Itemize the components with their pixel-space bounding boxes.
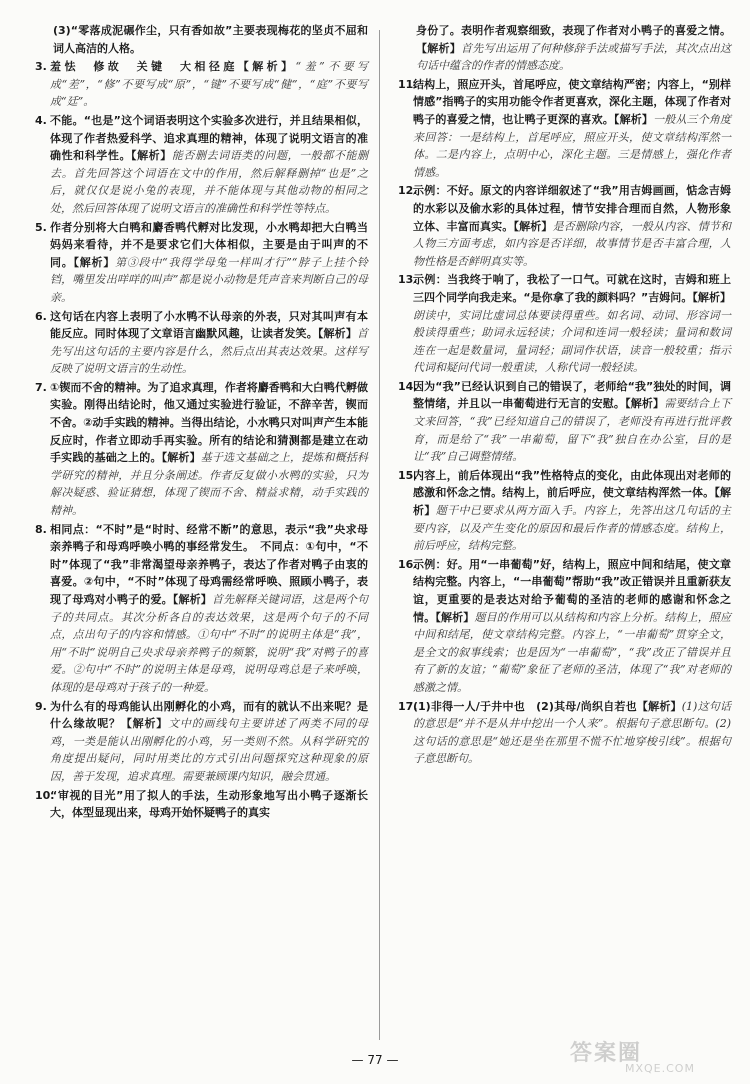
answer-item [35,698,368,786]
analysis-text: 首先解释关键词语，这是两个句子的共同点。其次分析各自的表达效果，这是两个句子的不同点，点出句子的内容和情感。①句中“不时”的说明主体是“我”，用“不时”说明自己央求母亲养鸭子的频繁，说明“我”对鸭子的喜爱。②句中“不时”的说明主体是母鸡，说明母鸡总是子来呼唤，体现的是母鸡对于孩子的一种爱。 [50,593,369,694]
answer-item [35,58,368,111]
page-number: — 77 — [351,1053,399,1067]
item-number: 4. [35,113,47,127]
answer-text: 为什么有的母鸡能认出刚孵化的小鸡，而有的就认不出来呢？是什么缘故呢？ [50,699,368,731]
analysis-tag: 【解析】 [413,486,732,518]
answer-item [398,22,731,75]
answer-item [35,379,368,520]
item-number: 5. [35,220,47,234]
analysis-tag: 【解析】 [625,397,665,411]
answer-text: (1)非得一人/于井中也 (2)其母/尚织自若也 [413,699,637,713]
answer-text: 示例：好。用“一串葡萄”好，结构上，照应中间和结尾，使文章结构完整。内容上，“一串葡萄”帮助“我”改正错误并且重新获友谊，更重要的是表达对给予葡萄的圣洁的老师的感谢和怀念之情。 [413,557,731,624]
answer-item [35,308,368,378]
item-number: 17. [398,699,418,713]
answer-text: (3)“零落成泥碾作尘，只有香如故”主要表现梅花的坚贞不屈和词人高洁的人格。 [53,24,368,55]
item-number: 12. [398,184,418,198]
column-divider [379,30,380,1040]
right-column [398,22,731,769]
answer-item [398,378,731,466]
answer-text: 羞怯 修故 关键 大相径庭 [50,60,238,74]
analysis-tag: 【解析】 [161,451,201,465]
answer-text: 相同点：“不时”是“时时、经常不断”的意思，表示“我”央求母亲养鸭子和母鸡呼唤小鸭的事经常发生。 不同点：①句中，“不时”体现了“我”非常渴望母亲养鸭子，表达了作者对鸭子由衷的喜爱。②句中，“不时”体现了母鸡需经常呼唤、照顾小鸭子，表现了母鸡对小鸭子的爱。 [50,522,368,606]
answer-text: 结构上，照应开头，首尾呼应，使文章结构严密；内容上，“别样情感”指鸭子的实用功能令作者更喜欢，深化主题，体现了作者对鸭子的喜爱之情，也让鸭子更深的喜欢。 [413,77,731,126]
item-number: 11. [398,77,418,91]
answer-item [398,76,731,182]
analysis-text: 朗读中，实词比虚词总体要读得重些。如名词、动词、形容词一般读得重些；助词永远轻读；介词和连词一般轻读；量词和数词连在一起是数量词，量词轻；副词作状语，读音一般较重；指示代词和疑问代词一般重读，人称代词一般轻读。 [413,308,731,375]
answer-text: 不能。“也是”这个词语表明这个实验多次进行，并且结果相似，体现了作者热爱科学、追求真理的精神，体现了说明文语言的准确性和科学性。 [50,113,368,163]
item-number: 16. [398,557,418,571]
answer-text: 身份了。表明作者观察细致，表现了作者对小鸭子的喜爱之情。 [416,24,731,37]
analysis-tag: 【解析】 [692,290,731,304]
answer-text: 示例：不好。原文的内容详细叙述了“我”用吉姆画画，惦念吉姆的水彩以及偷水彩的具体过程，情节安排合理而自然，人物形象立体、丰富而真实。 [413,184,731,233]
answer-item [35,787,368,822]
analysis-tag: 【解析】 [513,219,553,233]
item-number: 8. [35,522,47,536]
item-number: 15. [398,468,418,482]
watermark-logo [570,1040,745,1078]
analysis-tag: 【解析】 [317,327,358,341]
analysis-tag: 【解析】 [131,149,172,163]
watermark-text: 答案圈 [570,1041,643,1066]
analysis-tag: 【解析】 [237,60,296,74]
item-number: 7. [35,380,47,394]
answer-item [35,219,368,307]
answer-text: 示例：当我终于响了，我松了一口气。可就在这时，吉姆和班上三四个同学向我走来。“是你拿了我的颜料吗？”吉姆问。 [413,273,731,304]
answer-item [398,698,731,768]
analysis-text: 题干中已要求从两方面入手。内容上，先答出这几句话的主要内容，以及产生变化的原因和最后作者的情感态度。结构上，前后呼应，结构完整。 [413,504,732,553]
answer-item [35,521,368,697]
analysis-text: 是否删除内容，一般从内容、情节和人物三方面考虑，如内容是否详细，故事情节是否丰富合理，人物性格是否鲜明真实等。 [413,219,732,268]
answer-item [398,182,731,270]
analysis-text: 首先写出这句话的主要内容是什么，然后点出其表达效果。这样写反映了说明文语言的生动性。 [50,327,369,376]
answer-item [35,22,368,57]
analysis-tag: 【解析】 [636,699,682,713]
analysis-tag: 【解析】 [73,255,116,269]
answer-text: 这句话在内容上表明了小水鸭不认母亲的外表，只对其叫声有本能反应。同时体现了文章语言幽默风趣，让读者发笑。 [50,309,368,341]
answer-text: ①锲而不舍的精神。为了追求真理，作者将麝香鸭和大白鸭代孵做实验。刚得出结论时，他又通过实验进行验证，不辞辛苦，锲而不舍。②动手实践的精神。当得出结论，小水鸭只对叫声产生本能反应时，作者立即动手再实验。所有的结论和猜测都是建立在动手实践的基础之上的。 [50,380,368,465]
analysis-text: 文中的画线句主要讲述了两类不同的母鸡，一类是能认出刚孵化的小鸡，另一类则不然。从科学研究的角度提出疑问，同时用类比的方式引出问题探究这种现象的原因，善于发现，追求真理。需要兼顾课内知识，融会贯通。 [50,717,369,783]
item-number: 9. [35,699,47,713]
analysis-text: “羞”不要写成“差”，“修”不要写成“原”，“键”不要写成“健”，“庭”不要写成“廷”。 [50,60,369,109]
analysis-text: 基于选文基础之上，提炼和概括科学研究的精神，并且分条阐述。作者反复做小水鸭的实验，只为解决疑惑、验证猜想，体现了锲而不舍、精益求精，动手实践的精神。 [50,451,369,518]
analysis-tag: 【解析】 [416,41,462,55]
analysis-text: 题目的作用可以从结构和内容上分析。结构上，照应中间和结尾，使文章结构完整。内容上，“一串葡萄”贯穿全文，是全文的叙事线索；也是因为“一串葡萄”，“我”改正了错误并且有了新的友谊；“葡萄”象征了老师的圣洁，体现了“我”对老师的感激之情。 [413,610,732,694]
analysis-text: 首先写出运用了何种修辞手法或描写手法，其次点出这句话中蕴含的作者的情感态度。 [416,41,732,73]
analysis-text: 需要结合上下文来回答，“我”已经知道自己的错误了，老师没有再进行批评教育，而是给了“我”一串葡萄，留下“我”独自在办公室，目的是让“我”自己调整情绪。 [413,397,732,464]
analysis-text: 能否删去词语类的问题，一般都不能删去。首先回答这个词语在文中的作用，然后解释删掉“也是”之后，就仅仅是说小兔的表现，并不能体现与其他动物的相同之处，然后回答体现了说明文语言的准确性和科学性等特点。 [50,149,369,215]
answer-text: 内容上，前后体现出“我”性格特点的变化，由此体现出对老师的感激和怀念之情。结构上，前后呼应，使文章结构浑然一体。 [413,468,731,500]
analysis-tag: 【解析】 [613,112,654,126]
watermark-url: MXQE.COM [625,1062,695,1075]
analysis-tag: 【解析】 [172,593,212,606]
item-number: 13. [398,273,418,287]
analysis-tag: 【解析】 [435,610,475,624]
answer-item [398,467,731,555]
item-number: 3. [35,60,47,74]
answer-text: 作者分别将大白鸭和麝香鸭代孵对比发现，小水鸭却把大白鸭当妈妈来看待，并不是要求它们大体相似，主要是由于叫声的不同。 [50,220,368,269]
item-number: 6. [35,309,47,323]
answer-text: “审视的目光”用了拟人的手法，生动形象地写出小鸭子逐渐长大，体型显现出来，母鸡开始怀疑鸭子的真实 [50,788,368,820]
left-column [35,22,368,823]
answer-text: 因为“我”已经认识到自己的错误了，老师给“我”独处的时间，调整情绪，并且以一串葡萄进行无言的安慰。 [413,379,731,411]
answer-item [398,556,731,697]
analysis-text: 第③段中“我得学母兔一样叫才行”“脖子上挂个铃铛，嘴里发出咩咩的叫声”都是说小动物是凭声音来判断自己的母亲。 [50,255,369,304]
analysis-text: (1)这句话的意思是“并不是从井中挖出一个人来”。根据句子意思断句。(2)这句话的意思是“她还是坐在那里不慌不忙地穿梭引线”。根据句子意思断句。 [413,699,732,766]
answer-item [398,271,731,377]
answer-item [35,112,368,218]
item-number: 14. [398,379,418,393]
analysis-text: 一般从三个角度来回答：一是结构上，首尾呼应，照应开头，使文章结构浑然一体。二是内容上，点明中心，深化主题。三是情感上，强化作者情感。 [413,112,732,179]
item-number: 10. [35,788,55,802]
analysis-tag: 【解析】 [120,717,169,731]
